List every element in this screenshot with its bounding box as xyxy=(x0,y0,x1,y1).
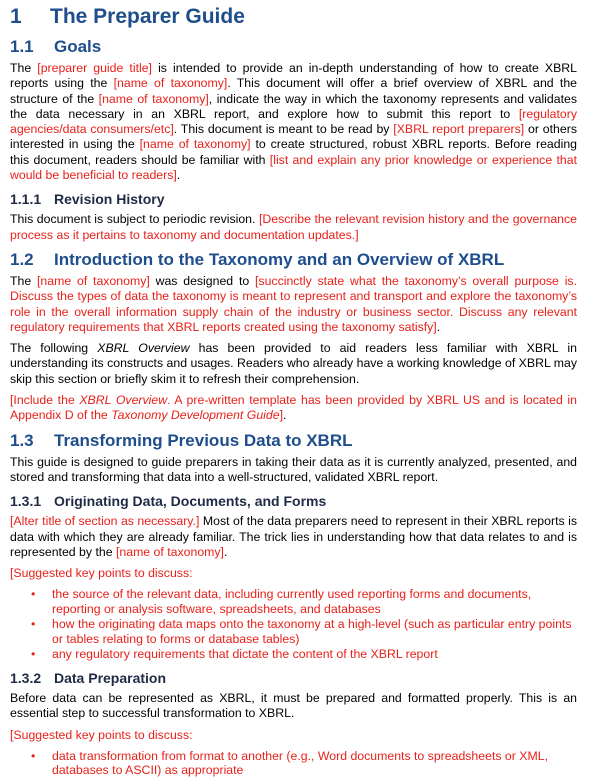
section-number: 1.3 xyxy=(10,430,34,450)
body-text: . xyxy=(223,544,228,559)
section-heading-goals xyxy=(10,36,577,58)
placeholder-text: [preparer guide title] xyxy=(37,61,152,75)
placeholder-text: [succinctly state what the taxonomy’s overall purpose is. Discuss the types of data the taxonomy is meant to represent and transport and explore the taxonomy’s role in the overall information supply chain of the industry or business sector. Discuss any relevant regulatory requirements that XBRL reports created using the taxonomy satisfy] xyxy=(10,273,577,334)
placeholder-text: [Include the xyxy=(10,393,80,408)
subsection-title: Originating Data, Documents, and Forms xyxy=(54,493,327,510)
placeholder-text: [name of taxonomy] xyxy=(98,91,209,106)
placeholder-text: [name of taxonomy] xyxy=(115,544,224,559)
section-title: Introduction to the Taxonomy and an Overview of XBRL xyxy=(54,249,505,269)
preparation-bullet-list xyxy=(10,749,577,778)
body-text: . xyxy=(283,408,287,423)
placeholder-text: [name of taxonomy] xyxy=(139,137,251,152)
subsection-heading-originating xyxy=(10,492,577,510)
body-text: was designed to xyxy=(149,273,256,288)
section-number: 1.2 xyxy=(10,249,34,269)
body-text: This document is subject to periodic revision. xyxy=(10,212,259,227)
section-title: Transforming Previous Data to XBRL xyxy=(54,430,353,450)
subsection-heading-preparation xyxy=(10,669,577,687)
subsection-heading-revision xyxy=(10,190,577,208)
list-item: • how the originating data maps onto the taxonomy at a high-level (such as particular entry points or tables relating to forms or database tables) xyxy=(10,617,577,646)
placeholder-text: XBRL Overview xyxy=(79,393,168,408)
originating-bullet-list xyxy=(10,587,577,662)
body-text: . xyxy=(176,168,181,183)
body-text: This guide is designed to guide preparers in taking their data as it is currently analyzed, presented, and stored and transforming that data into a well-structured, validated XBRL report. xyxy=(10,454,577,484)
placeholder-text: . A pre-written template has been provided by XBRL US and is located in Appendix D of the xyxy=(10,393,578,423)
placeholder-text: ] xyxy=(279,408,283,423)
placeholder-text: [list and explain any prior knowledge or experience that would be beneficial to readers] xyxy=(10,152,577,183)
placeholder-text: Taxonomy Development Guide xyxy=(111,408,280,423)
subsection-title: Revision History xyxy=(54,191,165,208)
subsection-number: 1.3.1 xyxy=(10,493,42,510)
chapter-title: The Preparer Guide xyxy=(50,5,245,28)
document-page xyxy=(0,4,590,778)
subsection-number: 1.1.1 xyxy=(10,191,42,208)
originating-paragraph-2 xyxy=(10,566,577,581)
section-title: Goals xyxy=(54,37,102,56)
body-text: . This document is meant to be read by xyxy=(173,122,394,137)
preparation-paragraph-1 xyxy=(10,691,577,722)
subsection-title: Data Preparation xyxy=(54,669,167,686)
body-text: , indicate the way in which the taxonomy represents and validates the data necessary in an XBRL report, and explore how to submit this report to xyxy=(10,91,577,121)
list-item: • the source of the relevant data, including currently used reporting forms and documents, reporting or analysis software, spreadsheets, and databases xyxy=(10,587,577,616)
placeholder-text: [name of taxonomy] xyxy=(37,273,150,288)
revision-paragraph xyxy=(10,212,577,243)
section-number: 1.1 xyxy=(10,37,34,56)
body-text: . xyxy=(436,319,441,334)
chapter-heading xyxy=(10,4,577,30)
placeholder-text: [Alter title of section as necessary.] xyxy=(10,514,200,529)
placeholder-text: [XBRL report preparers] xyxy=(393,122,525,137)
transform-paragraph xyxy=(10,455,577,486)
subsection-number: 1.3.2 xyxy=(10,669,42,686)
body-text: Before data can be represented as XBRL, it must be prepared and formatted properly. This is an essential step to successful transformation to XBRL. xyxy=(10,690,577,721)
body-text: Most of the data preparers need to represent in their XBRL reports is data with which they are already familiar. The trick lies in understanding how that data relates to and is represented by the xyxy=(10,514,577,559)
list-item: • any regulatory requirements that dictate the content of the XBRL report xyxy=(10,647,577,662)
intro-paragraph-3 xyxy=(10,393,577,424)
goals-paragraph xyxy=(10,61,577,183)
chapter-number: 1 xyxy=(10,5,22,28)
list-item: • data transformation from format to another (e.g., Word documents to spreadsheets or XML, databases to ASCII) as appropriate xyxy=(10,749,577,778)
intro-paragraph-1 xyxy=(10,274,577,335)
body-text: The xyxy=(10,273,37,288)
body-text: XBRL Overview xyxy=(97,341,190,356)
body-text: is intended to provide an in-depth understanding of how to create XBRL reports using the xyxy=(10,61,578,91)
section-heading-intro xyxy=(10,249,577,271)
placeholder-text: [Suggested key points to discuss: xyxy=(10,566,193,581)
intro-paragraph-2 xyxy=(10,341,577,387)
originating-paragraph-1 xyxy=(10,514,577,560)
body-text: . This document will offer a brief overview of XBRL and the structure of the xyxy=(10,76,578,106)
placeholder-text: [Suggested key points to discuss: xyxy=(10,727,193,742)
placeholder-text: [name of taxonomy] xyxy=(113,76,228,91)
body-text: has been provided to aid readers less familiar with XBRL in understanding its constructs and usages. Readers who already have a working knowledge of XBRL may skip this section or briefly skim it to refresh their comprehension. xyxy=(10,341,577,386)
body-text: or others interested in using the xyxy=(10,122,577,152)
section-heading-transform xyxy=(10,430,577,452)
placeholder-text: [regulatory agencies/data consumers/etc] xyxy=(10,106,577,137)
placeholder-text: [Describe the relevant revision history and the governance process as it pertains to taxonomy and documentation updates.] xyxy=(10,212,577,242)
body-text: The following xyxy=(10,341,98,356)
body-text: The xyxy=(10,61,38,75)
preparation-paragraph-2 xyxy=(10,728,577,743)
body-text: to create structured, robust XBRL reports. Before reading this document, readers should be familiar with xyxy=(10,137,578,167)
